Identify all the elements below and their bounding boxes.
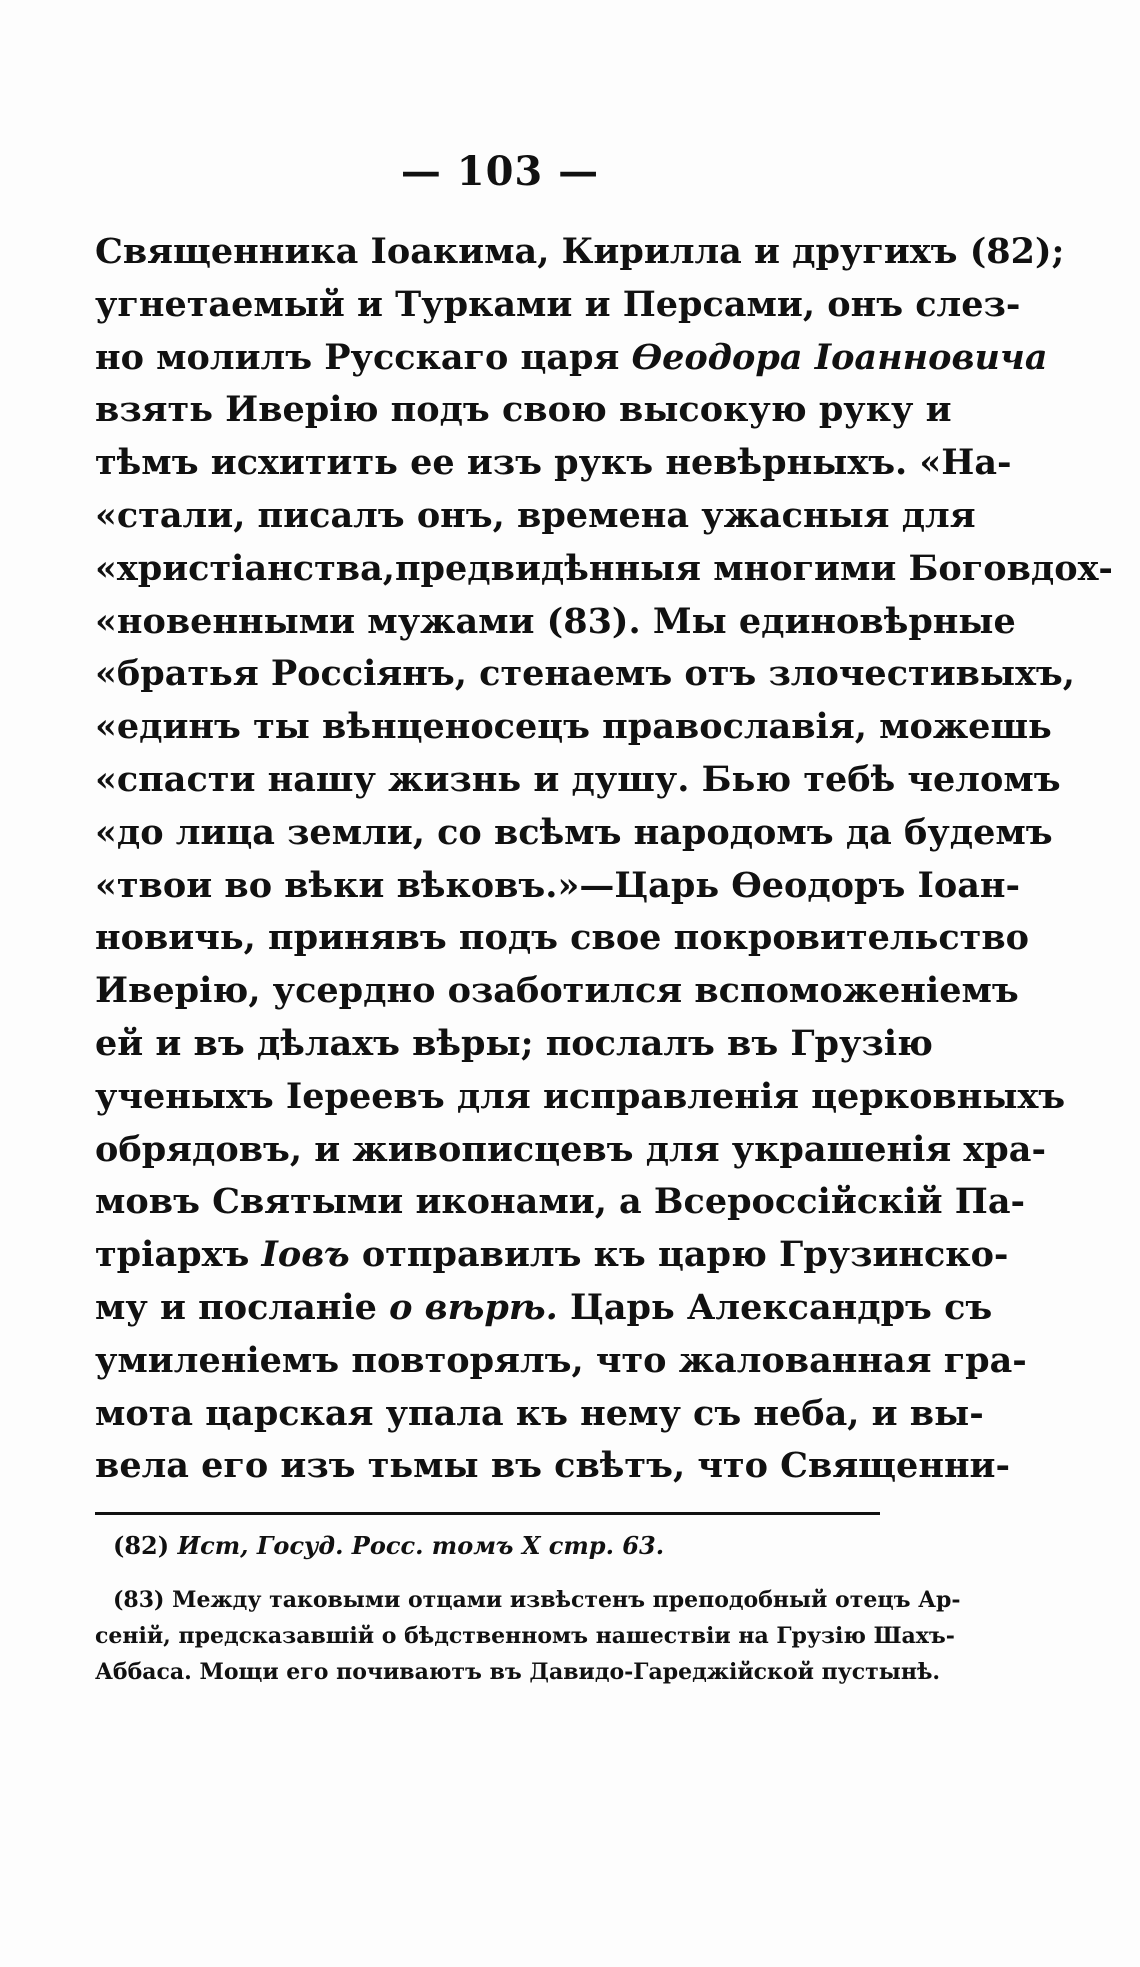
text-segment: Царь Александръ съ — [557, 1286, 993, 1328]
text-line: вела его изъ тьмы въ свѣтъ, что Священни- — [95, 1445, 1011, 1487]
body-text — [95, 226, 1113, 1493]
text-segment: отправилъ къ царю Грузинско- — [349, 1234, 1009, 1276]
italic-on-faith: о вѣрѣ. — [389, 1286, 558, 1328]
text-segment: му и посланіе — [95, 1286, 390, 1328]
text-line: новичь, принявъ подъ свое покровительство — [95, 917, 1029, 959]
footnote-label: (82) — [113, 1531, 170, 1560]
text-line: обрядовъ, и живописцевъ для украшенія хра- — [95, 1128, 1046, 1170]
text-line — [95, 1282, 993, 1335]
text-segment: но молилъ Русскаго царя — [95, 336, 632, 378]
text-line: «твои во вѣки вѣковъ.»—Царь Ѳеодоръ Іоан- — [95, 864, 1021, 906]
text-line: мовъ Святыми иконами, а Всероссійскій Па- — [95, 1181, 1026, 1223]
text-line — [95, 332, 1048, 385]
text-line: «спасти нашу жизнь и душу. Бью тебѣ челомъ — [95, 758, 1061, 800]
footnote-divider — [95, 1512, 880, 1515]
text-line: «стали, писалъ онъ, времена ужасныя для — [95, 494, 976, 536]
text-line: «новенными мужами (83). Мы единовѣрные — [95, 600, 1016, 642]
text-segment: тріархъ — [95, 1234, 262, 1276]
italic-tsar-name: Ѳеодора Іоанновича — [631, 336, 1048, 378]
text-line: «до лица земли, со всѣмъ народомъ да будемъ — [95, 811, 1053, 853]
page-number: — 103 — — [400, 148, 600, 195]
text-line: «христіанства,предвидѣнныя многими Боговдох- — [95, 547, 1113, 589]
footnote-text: Ист, Госуд. Росс. томъ X стр. 63. — [177, 1531, 665, 1560]
text-line: Священника Іоакима, Кирилла и другихъ (82); — [95, 231, 1065, 272]
text-line: мота царская упала къ нему съ неба, и вы- — [95, 1392, 984, 1434]
footnote-82 — [95, 1528, 885, 1564]
text-line: «единъ ты вѣнценосецъ православія, можешь — [95, 706, 1052, 748]
footnote-83-line: (83) Между таковыми отцами извѣстенъ преподобный отецъ Ар- — [113, 1587, 961, 1613]
italic-patriarch-name: Іовъ — [261, 1234, 350, 1276]
footnotes — [95, 1528, 961, 1690]
footnote-83-line: сеній, предсказавшій о бѣдственномъ нашествіи на Грузію Шахъ- — [95, 1623, 955, 1649]
text-line: угнетаемый и Турками и Персами, онъ слез- — [95, 283, 1021, 325]
text-line — [95, 1229, 1009, 1282]
text-line: «братья Россіянъ, стенаемъ отъ злочестивыхъ, — [95, 653, 1075, 695]
text-line: ей и въ дѣлахъ вѣры; послалъ въ Грузію — [95, 1022, 933, 1064]
footnote-83-line: Аббаса. Мощи его почиваютъ въ Давидо-Гареджійской пустынѣ. — [95, 1659, 941, 1685]
text-line: Иверію, усердно озаботился вспоможеніемъ — [95, 970, 1019, 1012]
text-line: умиленіемъ повторялъ, что жалованная гра- — [95, 1339, 1027, 1381]
text-line: взять Иверію подъ свою высокую руку и — [95, 389, 952, 431]
text-line: ученыхъ Іереевъ для исправленія церковныхъ — [95, 1075, 1066, 1117]
text-line: тѣмъ исхитить ее изъ рукъ невѣрныхъ. «На- — [95, 442, 1012, 484]
